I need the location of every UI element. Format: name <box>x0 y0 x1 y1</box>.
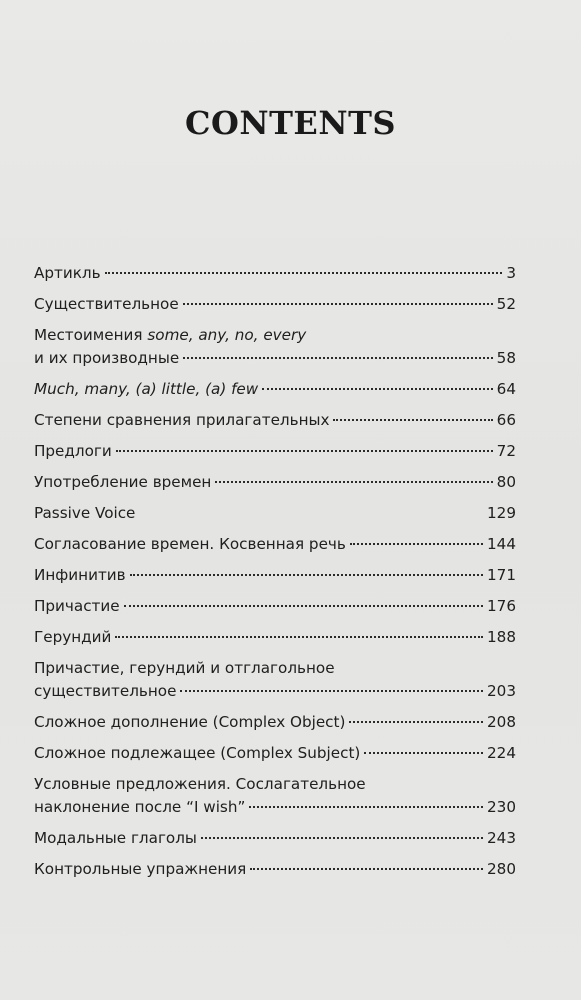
toc-entry <box>34 711 516 734</box>
toc-entry-label: и их производные <box>34 349 180 367</box>
dot-leader <box>350 543 483 545</box>
toc-line <box>34 502 516 525</box>
toc-line <box>34 773 516 796</box>
toc-line <box>34 533 516 556</box>
toc-page-number: 208 <box>487 713 516 731</box>
toc-line <box>34 262 516 285</box>
toc-entry-label: Степени сравнения прилагательных <box>34 411 330 429</box>
toc-entry <box>34 324 516 370</box>
toc-entry-label: Модальные глаголы <box>34 829 197 847</box>
dot-leader <box>130 574 483 576</box>
dot-leader <box>349 721 483 723</box>
dot-leader <box>105 272 503 274</box>
toc-entry-label: Инфинитив <box>34 566 126 584</box>
toc-entry-label: Причастие, герундий и отглагольное <box>34 659 335 677</box>
toc-entry <box>34 773 516 819</box>
toc-page-number: 3 <box>506 264 516 282</box>
toc-entry-label: Согласование времен. Косвенная речь <box>34 535 346 553</box>
toc-line <box>34 827 516 850</box>
toc-entry <box>34 657 516 703</box>
toc-entry <box>34 502 516 525</box>
toc-entry <box>34 626 516 649</box>
toc-entry-label: Условные предложения. Сослагательное <box>34 775 366 793</box>
toc-line <box>34 680 516 703</box>
toc-line <box>34 858 516 881</box>
toc-line <box>34 293 516 316</box>
toc-line <box>34 796 516 819</box>
toc-entry <box>34 262 516 285</box>
toc-line <box>34 595 516 618</box>
toc-line <box>34 742 516 765</box>
toc-page-number: 230 <box>487 798 516 816</box>
toc-entry-label: Сложное подлежащее (Complex Subject) <box>34 744 361 762</box>
toc-entry-label: Герундий <box>34 628 112 646</box>
dot-leader <box>183 303 493 305</box>
toc-entry-label: Much, many, (a) little, (a) few <box>34 380 259 398</box>
table-of-contents <box>34 262 516 881</box>
dot-leader <box>116 450 493 452</box>
toc-page-number: 176 <box>487 597 516 615</box>
toc-entry <box>34 293 516 316</box>
toc-page-number: 188 <box>487 628 516 646</box>
dot-leader <box>249 806 483 808</box>
toc-entry <box>34 858 516 881</box>
toc-page-number: 280 <box>487 860 516 878</box>
dot-leader <box>115 636 483 638</box>
toc-entry <box>34 409 516 432</box>
dot-leader <box>215 481 492 483</box>
toc-entry-label: Существительное <box>34 295 179 313</box>
toc-page-number: 171 <box>487 566 516 584</box>
toc-line <box>34 440 516 463</box>
dot-leader <box>262 388 492 390</box>
dot-leader <box>333 419 492 421</box>
toc-entry <box>34 378 516 401</box>
toc-page-number: 80 <box>496 473 516 491</box>
toc-entry <box>34 827 516 850</box>
dot-leader <box>364 752 483 754</box>
toc-entry <box>34 471 516 494</box>
toc-page-number: 64 <box>496 380 516 398</box>
toc-entry-label-mixed: Местоимения some, any, no, every <box>34 326 307 344</box>
toc-line <box>34 564 516 587</box>
toc-entry-label: Причастие <box>34 597 120 615</box>
dot-leader <box>139 512 483 514</box>
toc-entry-label: Артикль <box>34 264 101 282</box>
toc-entry-italic-part: some, any, no, every <box>147 326 307 344</box>
toc-entry-label: Контрольные упражнения <box>34 860 247 878</box>
toc-entry-label: Предлоги <box>34 442 112 460</box>
toc-line <box>34 711 516 734</box>
toc-entry <box>34 564 516 587</box>
dot-leader <box>180 690 483 692</box>
toc-entry-label: существительное <box>34 682 177 700</box>
toc-line <box>34 378 516 401</box>
dot-leader <box>183 357 492 359</box>
toc-entry <box>34 440 516 463</box>
toc-page-number: 243 <box>487 829 516 847</box>
toc-line <box>34 626 516 649</box>
toc-page-number: 66 <box>496 411 516 429</box>
toc-entry-label: Употребление времен <box>34 473 212 491</box>
toc-page-number: 203 <box>487 682 516 700</box>
toc-entry <box>34 595 516 618</box>
toc-page-number: 144 <box>487 535 516 553</box>
toc-page-number: 52 <box>496 295 516 313</box>
toc-page-number: 58 <box>496 349 516 367</box>
toc-entry <box>34 742 516 765</box>
dot-leader <box>124 605 483 607</box>
toc-line <box>34 409 516 432</box>
toc-line <box>34 324 516 347</box>
toc-entry-label: Passive Voice <box>34 504 136 522</box>
toc-entry <box>34 533 516 556</box>
toc-page-number: 129 <box>487 504 516 522</box>
toc-entry-label: Сложное дополнение (Complex Object) <box>34 713 346 731</box>
dot-leader <box>201 837 483 839</box>
toc-line <box>34 657 516 680</box>
toc-page-number: 224 <box>487 744 516 762</box>
toc-line <box>34 347 516 370</box>
dot-leader <box>250 868 483 870</box>
page-title: CONTENTS <box>185 104 396 142</box>
toc-entry-label: наклонение после “I wish” <box>34 798 246 816</box>
toc-line <box>34 471 516 494</box>
toc-page-number: 72 <box>496 442 516 460</box>
